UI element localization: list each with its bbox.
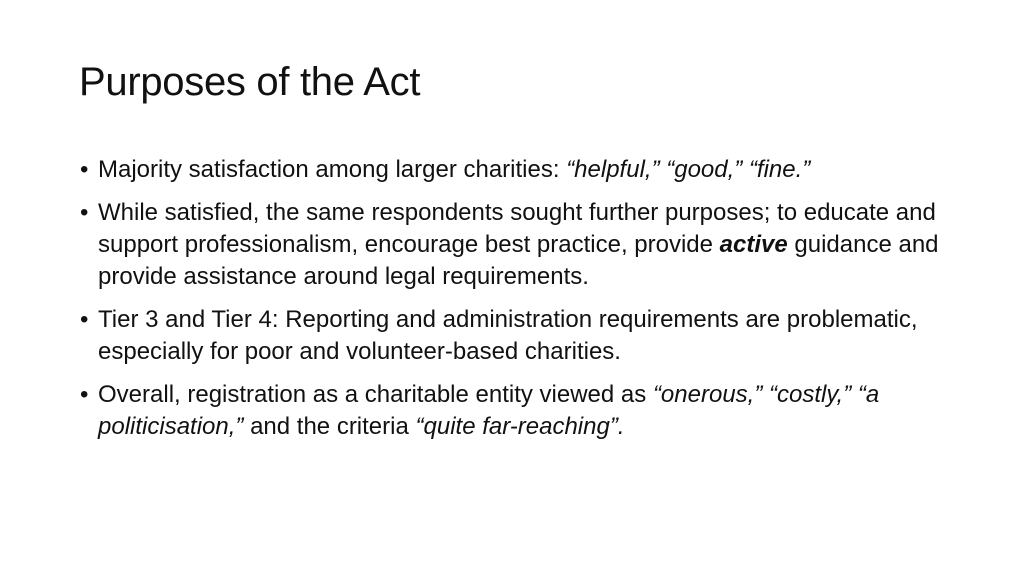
quote-segment: “helpful,” “good,” “fine.”: [566, 156, 811, 183]
quote-segment: “onerous,” “costly,” “a politicisation,”: [98, 381, 880, 440]
text-segment: guidance and provide assistance around legal requirements.: [98, 231, 939, 290]
bullet-dot: •: [80, 156, 89, 183]
bullet-text: [98, 199, 939, 290]
bullet-text: [98, 306, 918, 365]
bullet-text: [98, 156, 810, 183]
bullet-item: [80, 154, 960, 186]
bullet-dot: •: [80, 381, 89, 408]
bullet-text: [98, 381, 879, 440]
bullet-item: [80, 379, 960, 443]
bullet-item: [80, 197, 960, 293]
text-segment: Overall, registration as a charitable entity viewed as: [98, 381, 653, 408]
bullet-dot: •: [80, 199, 89, 226]
emphasis-segment: active: [719, 231, 788, 258]
text-segment: While satisfied, the same respondents sought further purposes; to educate and support professionalism, encourage best practice, provide: [98, 199, 936, 258]
slide-title: Purposes of the Act: [79, 60, 421, 104]
text-segment: Majority satisfaction among larger charities:: [98, 156, 567, 183]
bullet-dot: •: [80, 306, 89, 333]
bullet-item: [80, 304, 960, 368]
quote-segment: “quite far-reaching”.: [415, 413, 625, 440]
bullet-list: [80, 154, 960, 454]
text-segment: and the criteria: [243, 413, 416, 440]
text-segment: Tier 3 and Tier 4: Reporting and administration requirements are problematic, especially for poor and volunteer-based charities.: [98, 306, 918, 365]
